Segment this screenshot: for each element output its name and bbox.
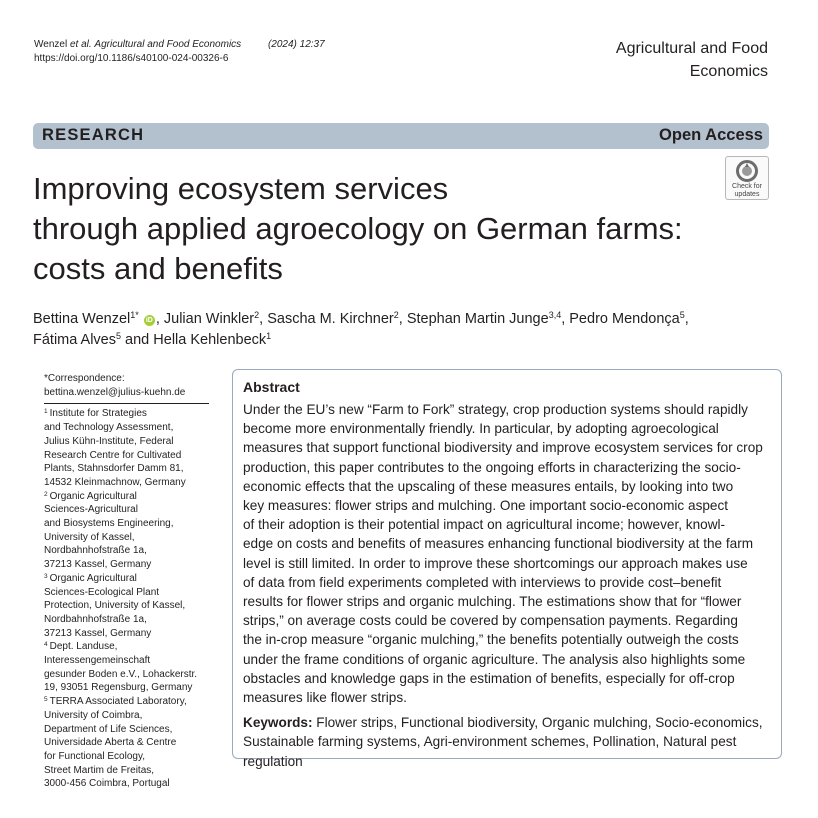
affiliation-number: 2 [44, 490, 48, 498]
author-affiliation-sup: 2 [254, 310, 260, 320]
abstract-line: level is still limited. In order to improve these shortcomings our approach makes use [243, 555, 748, 571]
affiliation-item [44, 490, 214, 572]
author-list: Bettina Wenzel$^{1*}$ iD , Julian Winkler$^2$, Sascha M. Kirchner$^2$, Stephan Martin Junge$^{3,4}$, Pedro Mendonça$^5$, Fátima Alves$^5$ and Hella Kehlenbeck$^1$ [33, 310, 689, 348]
author-name[interactable]: Sascha M. Kirchner [267, 311, 394, 327]
citation-etal: et al. [69, 39, 92, 50]
abstract-box [232, 369, 782, 769]
affiliation-text: University of Coimbra, [44, 709, 143, 721]
affiliation-text: 37213 Kassel, Germany [44, 559, 152, 571]
journal-name-line2: Economics [689, 63, 768, 80]
keywords-label: Keywords: [243, 715, 313, 731]
author-affiliation-sup: 1* [130, 310, 139, 320]
abstract-line: become more environmentally friendly. In particular, by adopting agroecological [243, 421, 719, 437]
abstract-line: under the frame conditions of organic agriculture. The analysis also highlights some [243, 651, 746, 667]
keywords-text: Flower strips, Functional biodiversity, Organic mulching, Socio-economics, [316, 715, 763, 731]
affiliation-text: 3000-456 Coimbra, Portugal [44, 778, 170, 790]
affiliation-text: Sciences-Ecological Plant [44, 586, 160, 598]
affiliation-text: Dept. Landuse, [49, 641, 118, 653]
author-connector: and [125, 332, 150, 348]
affiliation-text: University of Kassel, [44, 531, 135, 543]
affiliations-sidebar [44, 372, 214, 791]
affiliation-text: and Technology Assessment, [44, 422, 174, 434]
affiliation-text: Universidade Aberta & Centre [44, 737, 177, 749]
affiliation-text: Organic Agricultural [49, 572, 137, 584]
affiliation-text: Sciences-Agricultural [44, 504, 138, 516]
citation-journal: Agricultural and Food Economics [94, 39, 242, 50]
affiliation-text: Organic Agricultural [49, 490, 137, 502]
journal-name [508, 37, 768, 83]
affiliation-text: Nordbahnhofstraße 1a, [44, 613, 147, 625]
abstract-line: of data from field experiments completed with interviews to provide cost–benefit [243, 574, 722, 590]
title-line-2: through applied agroecology on German farms: [33, 211, 683, 246]
author-affiliation-sup: 3,4 [548, 310, 562, 320]
orcid-icon[interactable]: iD [145, 317, 153, 324]
abstract-line: economic effects that the upscaling of these measures entails, by looking into two [243, 478, 734, 494]
title-line-1: Improving ecosystem services [33, 171, 449, 206]
author-name[interactable]: Pedro Mendonça [569, 311, 680, 327]
author-name[interactable]: Bettina Wenzel [33, 311, 131, 327]
affiliation-item [44, 407, 214, 489]
affiliation-number: 5 [44, 696, 48, 704]
affiliation-item [44, 695, 214, 791]
author-affiliation-sup: 5 [116, 331, 122, 341]
citation-line [34, 38, 325, 52]
abstract-line: results for flower strips and organic mulching. The estimations show that for “flower [243, 594, 742, 610]
affiliation-list [44, 407, 214, 791]
author-affiliation-sup: 2 [393, 310, 399, 320]
author-name[interactable]: Fátima Alves [33, 332, 116, 348]
affiliation-text: TERRA Associated Laboratory, [49, 696, 187, 708]
affiliation-text: Nordbahnhofstraße 1a, [44, 545, 147, 557]
affiliation-text: 37213 Kassel, Germany [44, 627, 152, 639]
abstract-line: the in-crop measure “organic mulching,” the benefits potentially outweigh the costs [243, 632, 739, 648]
author-name[interactable]: Hella Kehlenbeck [153, 332, 267, 348]
correspondence-label: *Correspondence: [44, 373, 125, 384]
affiliation-number: 3 [44, 572, 48, 580]
abstract-line: measures that support functional biodiversity and improve ecosystem services for crop [243, 440, 763, 456]
affiliation-text: Street Martim de Freitas, [44, 764, 155, 776]
keywords-line [243, 713, 771, 732]
check-updates-text: Check for updates [732, 183, 762, 198]
affiliation-text: Julius Kühn-Institute, Federal [44, 435, 174, 447]
affiliation-item [44, 640, 214, 695]
keywords-block [243, 713, 771, 771]
abstract-line: production, this paper contributes to the ongoing efforts in characterizing the socio- [243, 459, 741, 475]
correspondence-block [44, 372, 209, 404]
keywords-line: regulation [243, 753, 303, 769]
citation-author: Wenzel [34, 39, 68, 50]
abstract-body [243, 400, 771, 707]
title-line-3: costs and benefits [33, 251, 283, 286]
article-title [33, 169, 733, 289]
author-affiliation-sup: 1 [266, 331, 272, 341]
affiliation-text: Institute for Strategies [49, 408, 147, 420]
affiliation-text: Department of Life Sciences, [44, 723, 173, 735]
abstract-line: key measures: flower strips and mulching. One important socio-economic aspect [243, 498, 729, 514]
keywords-line: Sustainable farming systems, Agri-environment schemes, Pollination, Natural pest [243, 734, 737, 750]
article-type-banner [33, 123, 769, 149]
abstract-line: measures like flower strips. [243, 690, 407, 706]
article-type-label: RESEARCH [42, 126, 145, 144]
check-updates-icon [736, 160, 758, 182]
abstract-line: strips,” on average costs could be covered by compensation payments. Regarding [243, 613, 738, 629]
author-name[interactable]: Julian Winkler [163, 311, 255, 327]
abstract-line: obstacles and knowledge gaps in the estimation of benefits, especially for off-crop [243, 670, 735, 686]
affiliation-text: gesunder Boden e.V., Lohackerstr. [44, 668, 198, 680]
affiliation-text: and Biosystems Engineering, [44, 518, 174, 530]
abstract-line: of their adoption is their potential impact on agricultural income; however, knowl- [243, 517, 726, 533]
affiliation-number: 1 [44, 408, 48, 416]
affiliation-item [44, 572, 214, 641]
affiliation-text: for Functional Ecology, [44, 750, 145, 762]
abstract-line: edge on costs and benefits of measures enhancing functional biodiversity at the farm [243, 536, 754, 552]
affiliation-text: Protection, University of Kassel, [44, 600, 186, 612]
doi-link[interactable]: https://doi.org/10.1186/s40100-024-00326-6 [34, 53, 229, 64]
affiliation-number: 4 [44, 641, 48, 649]
abstract-line: Under the EU’s new “Farm to Fork” strategy, crop production systems should rapidly [243, 402, 748, 417]
affiliation-text: 19, 93051 Regensburg, Germany [44, 682, 193, 694]
affiliation-text: 14532 Kleinmachnow, Germany [44, 476, 186, 488]
author-affiliation-sup: 5 [679, 310, 685, 320]
affiliation-text: Plants, Stahnsdorfer Damm 81, [44, 463, 184, 475]
author-name[interactable]: Stephan Martin Junge [406, 311, 549, 327]
abstract-heading: Abstract [243, 379, 300, 395]
citation-volume: (2024) 12:37 [267, 39, 325, 50]
affiliation-text: Research Centre for Cultivated [44, 449, 182, 461]
correspondence-email[interactable]: bettina.wenzel@julius-kuehn.de [44, 386, 186, 398]
affiliation-text: Interessengemeinschaft [44, 655, 151, 667]
open-access-label: Open Access [659, 126, 763, 144]
journal-name-line1: Agricultural and Food [615, 40, 768, 57]
